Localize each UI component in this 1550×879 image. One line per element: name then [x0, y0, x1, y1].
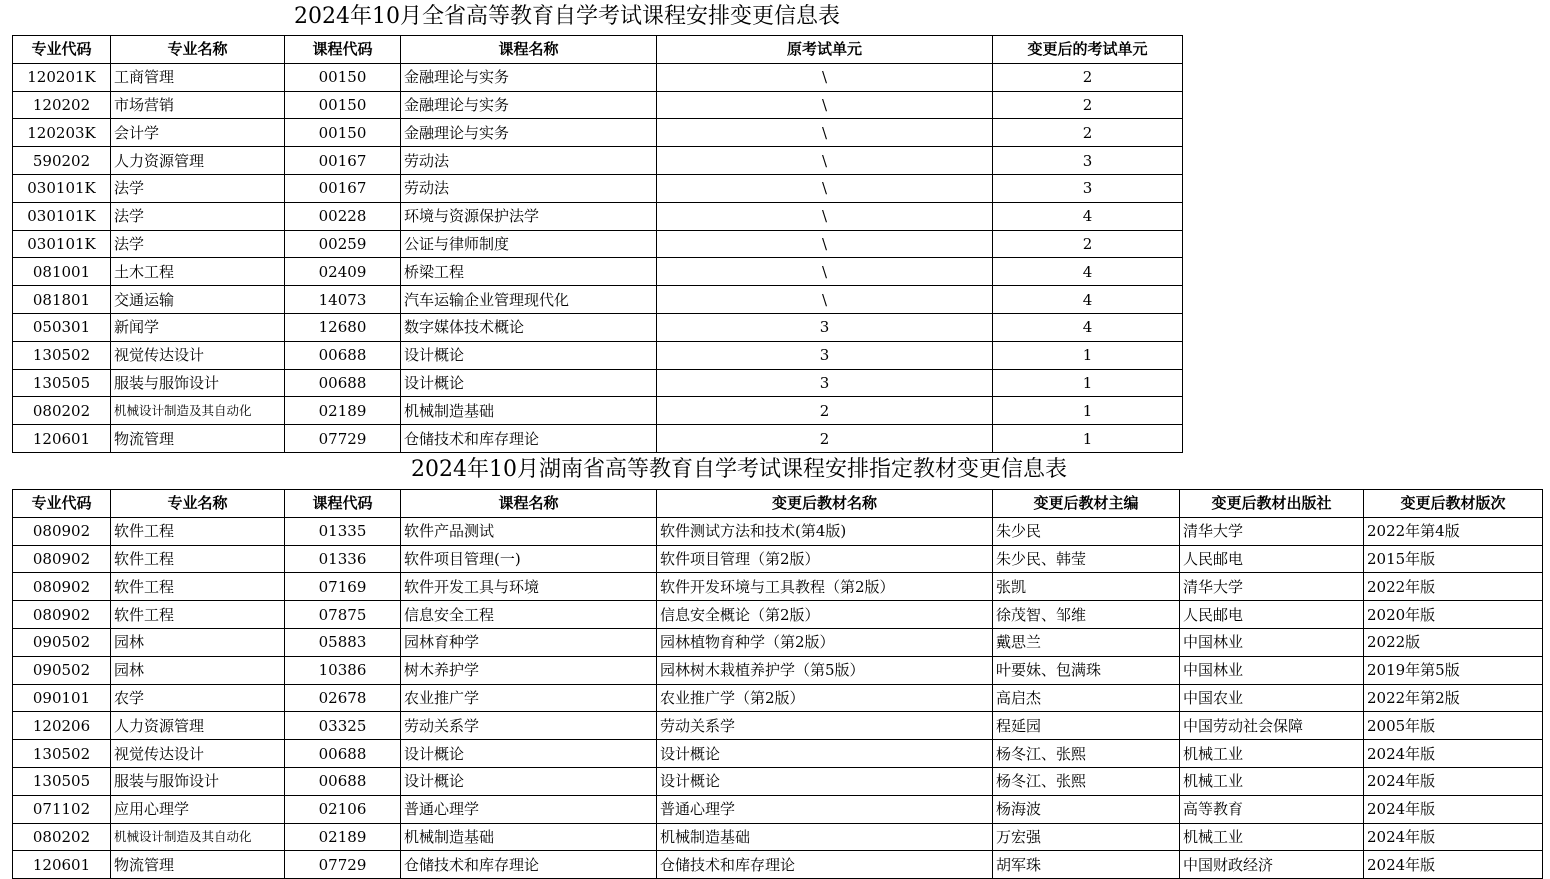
major-name-cell: 园林 — [111, 656, 285, 684]
major-name-cell: 会计学 — [111, 119, 285, 147]
changed-unit-cell: 3 — [993, 147, 1183, 175]
major-code-cell: 050301 — [13, 313, 111, 341]
major-code-cell: 071102 — [13, 795, 111, 823]
table-row — [13, 258, 1183, 286]
textbook-editor-cell: 徐茂智、邹维 — [993, 601, 1180, 629]
major-code-cell: 080902 — [13, 573, 111, 601]
changed-unit-cell: 1 — [993, 369, 1183, 397]
textbook-publisher-cell: 中国劳动社会保障 — [1180, 712, 1364, 740]
table-row — [13, 425, 1183, 453]
course-name-cell: 信息安全工程 — [401, 601, 657, 629]
changed-unit-cell: 4 — [993, 258, 1183, 286]
course-code-cell: 00688 — [285, 767, 401, 795]
textbook-editor-cell: 高启杰 — [993, 684, 1180, 712]
course-code-cell: 00167 — [285, 174, 401, 202]
header-textbook-name: 变更后教材名称 — [657, 490, 993, 518]
textbook-editor-cell: 胡军珠 — [993, 851, 1180, 879]
course-name-cell: 汽车运输企业管理现代化 — [401, 286, 657, 314]
course-code-cell: 07169 — [285, 573, 401, 601]
textbook-editor-cell: 杨冬江、张熙 — [993, 767, 1180, 795]
original-unit-cell: \ — [657, 91, 993, 119]
textbook-editor-cell: 朱少民 — [993, 517, 1180, 545]
changed-unit-cell: 4 — [993, 313, 1183, 341]
course-code-cell: 10386 — [285, 656, 401, 684]
major-code-cell: 081801 — [13, 286, 111, 314]
major-code-cell: 030101K — [13, 202, 111, 230]
major-name-cell: 人力资源管理 — [111, 712, 285, 740]
changed-unit-cell: 2 — [993, 91, 1183, 119]
major-name-cell: 交通运输 — [111, 286, 285, 314]
original-unit-cell: \ — [657, 230, 993, 258]
course-code-cell: 02678 — [285, 684, 401, 712]
major-name-cell: 服装与服饰设计 — [111, 369, 285, 397]
table-row — [13, 313, 1183, 341]
table-row — [13, 767, 1543, 795]
major-code-cell: 090101 — [13, 684, 111, 712]
table-row — [13, 341, 1183, 369]
course-code-cell: 05883 — [285, 628, 401, 656]
textbook-publisher-cell: 人民邮电 — [1180, 601, 1364, 629]
course-code-cell: 14073 — [285, 286, 401, 314]
textbook-publisher-cell: 机械工业 — [1180, 767, 1364, 795]
textbook-change-table — [12, 489, 1543, 879]
textbook-publisher-cell: 机械工业 — [1180, 740, 1364, 768]
major-name-cell: 软件工程 — [111, 573, 285, 601]
header-course-code: 课程代码 — [285, 36, 401, 64]
table-row — [13, 795, 1543, 823]
course-name-cell: 仓储技术和库存理论 — [401, 425, 657, 453]
changed-unit-cell: 1 — [993, 341, 1183, 369]
textbook-editor-cell: 戴思兰 — [993, 628, 1180, 656]
major-name-cell: 视觉传达设计 — [111, 740, 285, 768]
table-row — [13, 740, 1543, 768]
header-major-name: 专业名称 — [111, 36, 285, 64]
course-code-cell: 02189 — [285, 397, 401, 425]
major-code-cell: 130505 — [13, 369, 111, 397]
original-unit-cell: 3 — [657, 313, 993, 341]
changed-unit-cell: 1 — [993, 397, 1183, 425]
major-name-cell: 新闻学 — [111, 313, 285, 341]
course-name-cell: 树木养护学 — [401, 656, 657, 684]
changed-unit-cell: 2 — [993, 119, 1183, 147]
course-code-cell: 00150 — [285, 63, 401, 91]
textbook-publisher-cell: 清华大学 — [1180, 517, 1364, 545]
header-textbook-edition: 变更后教材版次 — [1364, 490, 1543, 518]
textbook-edition-cell: 2005年版 — [1364, 712, 1543, 740]
original-unit-cell: \ — [657, 202, 993, 230]
changed-unit-cell: 2 — [993, 63, 1183, 91]
original-unit-cell: \ — [657, 286, 993, 314]
header-original-unit: 原考试单元 — [657, 36, 993, 64]
textbook-publisher-cell: 人民邮电 — [1180, 545, 1364, 573]
table-row — [13, 230, 1183, 258]
major-name-cell: 服装与服饰设计 — [111, 767, 285, 795]
table-row — [13, 119, 1183, 147]
textbook-name-cell: 园林树木栽植养护学（第5版） — [657, 656, 993, 684]
course-name-cell: 劳动法 — [401, 147, 657, 175]
major-name-cell: 法学 — [111, 174, 285, 202]
course-code-cell: 07875 — [285, 601, 401, 629]
course-name-cell: 软件产品测试 — [401, 517, 657, 545]
textbook-editor-cell: 叶要妹、包满珠 — [993, 656, 1180, 684]
course-name-cell: 园林育种学 — [401, 628, 657, 656]
major-code-cell: 081001 — [13, 258, 111, 286]
original-unit-cell: 2 — [657, 425, 993, 453]
changed-unit-cell: 1 — [993, 425, 1183, 453]
textbook-publisher-cell: 高等教育 — [1180, 795, 1364, 823]
major-code-cell: 080202 — [13, 397, 111, 425]
major-name-cell: 园林 — [111, 628, 285, 656]
major-name-cell: 法学 — [111, 230, 285, 258]
changed-unit-cell: 2 — [993, 230, 1183, 258]
major-code-cell: 080902 — [13, 601, 111, 629]
major-name-cell: 土木工程 — [111, 258, 285, 286]
textbook-name-cell: 软件开发环境与工具教程（第2版） — [657, 573, 993, 601]
original-unit-cell: \ — [657, 63, 993, 91]
major-code-cell: 120206 — [13, 712, 111, 740]
major-name-cell: 应用心理学 — [111, 795, 285, 823]
original-unit-cell: \ — [657, 174, 993, 202]
course-name-cell: 公证与律师制度 — [401, 230, 657, 258]
original-unit-cell: 3 — [657, 341, 993, 369]
header-course-name: 课程名称 — [401, 36, 657, 64]
course-name-cell: 设计概论 — [401, 369, 657, 397]
course-code-cell: 02106 — [285, 795, 401, 823]
major-code-cell: 130505 — [13, 767, 111, 795]
course-name-cell: 劳动法 — [401, 174, 657, 202]
major-code-cell: 120202 — [13, 91, 111, 119]
major-code-cell: 090502 — [13, 656, 111, 684]
table-row — [13, 369, 1183, 397]
textbook-name-cell: 农业推广学（第2版） — [657, 684, 993, 712]
table-row — [13, 174, 1183, 202]
course-code-cell: 01336 — [285, 545, 401, 573]
textbook-publisher-cell: 中国农业 — [1180, 684, 1364, 712]
changed-unit-cell: 3 — [993, 174, 1183, 202]
course-name-cell: 机械制造基础 — [401, 397, 657, 425]
table-row — [13, 517, 1543, 545]
major-code-cell: 120201K — [13, 63, 111, 91]
course-schedule-change-table — [12, 35, 1183, 453]
textbook-name-cell: 设计概论 — [657, 767, 993, 795]
changed-unit-cell: 4 — [993, 286, 1183, 314]
course-code-cell: 07729 — [285, 425, 401, 453]
textbook-publisher-cell: 机械工业 — [1180, 823, 1364, 851]
textbook-edition-cell: 2019年第5版 — [1364, 656, 1543, 684]
original-unit-cell: 3 — [657, 369, 993, 397]
textbook-publisher-cell: 中国林业 — [1180, 628, 1364, 656]
table-row — [13, 286, 1183, 314]
course-name-cell: 设计概论 — [401, 740, 657, 768]
textbook-name-cell: 机械制造基础 — [657, 823, 993, 851]
course-name-cell: 数字媒体技术概论 — [401, 313, 657, 341]
major-name-cell: 工商管理 — [111, 63, 285, 91]
changed-unit-cell: 4 — [993, 202, 1183, 230]
major-name-cell: 机械设计制造及其自动化 — [111, 397, 285, 425]
major-code-cell: 120601 — [13, 425, 111, 453]
table2-header-row — [13, 490, 1543, 518]
major-code-cell: 590202 — [13, 147, 111, 175]
textbook-name-cell: 信息安全概论（第2版） — [657, 601, 993, 629]
course-code-cell: 03325 — [285, 712, 401, 740]
header-major-code: 专业代码 — [13, 490, 111, 518]
textbook-edition-cell: 2024年版 — [1364, 740, 1543, 768]
textbook-edition-cell: 2022年第4版 — [1364, 517, 1543, 545]
major-code-cell: 130502 — [13, 341, 111, 369]
header-course-code: 课程代码 — [285, 490, 401, 518]
table-row — [13, 684, 1543, 712]
textbook-edition-cell: 2022年版 — [1364, 573, 1543, 601]
course-name-cell: 劳动关系学 — [401, 712, 657, 740]
major-code-cell: 030101K — [13, 230, 111, 258]
course-name-cell: 软件开发工具与环境 — [401, 573, 657, 601]
table-row — [13, 397, 1183, 425]
major-code-cell: 030101K — [13, 174, 111, 202]
textbook-editor-cell: 张凯 — [993, 573, 1180, 601]
textbook-edition-cell: 2022年第2版 — [1364, 684, 1543, 712]
course-code-cell: 00167 — [285, 147, 401, 175]
major-name-cell: 人力资源管理 — [111, 147, 285, 175]
textbook-edition-cell: 2024年版 — [1364, 823, 1543, 851]
original-unit-cell: 2 — [657, 397, 993, 425]
textbook-name-cell: 园林植物育种学（第2版） — [657, 628, 993, 656]
course-name-cell: 仓储技术和库存理论 — [401, 851, 657, 879]
table-row — [13, 63, 1183, 91]
table2-title: 2024年10月湖南省高等教育自学考试课程安排指定教材变更信息表 — [411, 457, 1067, 482]
header-textbook-editor: 变更后教材主编 — [993, 490, 1180, 518]
course-name-cell: 设计概论 — [401, 767, 657, 795]
course-name-cell: 金融理论与实务 — [401, 91, 657, 119]
major-name-cell: 软件工程 — [111, 601, 285, 629]
course-code-cell: 00150 — [285, 91, 401, 119]
table-row — [13, 712, 1543, 740]
textbook-editor-cell: 程延园 — [993, 712, 1180, 740]
table-row — [13, 91, 1183, 119]
major-name-cell: 软件工程 — [111, 545, 285, 573]
table-row — [13, 573, 1543, 601]
major-code-cell: 120601 — [13, 851, 111, 879]
course-code-cell: 00688 — [285, 341, 401, 369]
textbook-edition-cell: 2015年版 — [1364, 545, 1543, 573]
major-name-cell: 软件工程 — [111, 517, 285, 545]
original-unit-cell: \ — [657, 147, 993, 175]
major-name-cell: 机械设计制造及其自动化 — [111, 823, 285, 851]
textbook-name-cell: 软件项目管理（第2版） — [657, 545, 993, 573]
table1-title: 2024年10月全省高等教育自学考试课程安排变更信息表 — [294, 4, 840, 29]
course-code-cell: 00150 — [285, 119, 401, 147]
table-row — [13, 656, 1543, 684]
header-major-code: 专业代码 — [13, 36, 111, 64]
textbook-publisher-cell: 清华大学 — [1180, 573, 1364, 601]
textbook-publisher-cell: 中国财政经济 — [1180, 851, 1364, 879]
course-name-cell: 环境与资源保护法学 — [401, 202, 657, 230]
textbook-editor-cell: 杨海波 — [993, 795, 1180, 823]
table-row — [13, 202, 1183, 230]
course-code-cell: 02409 — [285, 258, 401, 286]
textbook-edition-cell: 2020年版 — [1364, 601, 1543, 629]
original-unit-cell: \ — [657, 119, 993, 147]
major-name-cell: 法学 — [111, 202, 285, 230]
table-row — [13, 823, 1543, 851]
textbook-edition-cell: 2024年版 — [1364, 795, 1543, 823]
course-name-cell: 农业推广学 — [401, 684, 657, 712]
major-code-cell: 080202 — [13, 823, 111, 851]
major-name-cell: 视觉传达设计 — [111, 341, 285, 369]
textbook-name-cell: 软件测试方法和技术(第4版) — [657, 517, 993, 545]
table-row — [13, 147, 1183, 175]
header-changed-unit: 变更后的考试单元 — [993, 36, 1183, 64]
textbook-name-cell: 普通心理学 — [657, 795, 993, 823]
textbook-name-cell: 劳动关系学 — [657, 712, 993, 740]
course-code-cell: 00688 — [285, 740, 401, 768]
course-code-cell: 02189 — [285, 823, 401, 851]
major-name-cell: 物流管理 — [111, 851, 285, 879]
major-name-cell: 物流管理 — [111, 425, 285, 453]
textbook-editor-cell: 朱少民、韩莹 — [993, 545, 1180, 573]
textbook-name-cell: 仓储技术和库存理论 — [657, 851, 993, 879]
course-name-cell: 设计概论 — [401, 341, 657, 369]
textbook-editor-cell: 杨冬江、张熙 — [993, 740, 1180, 768]
major-name-cell: 市场营销 — [111, 91, 285, 119]
textbook-publisher-cell: 中国林业 — [1180, 656, 1364, 684]
table1-header-row — [13, 36, 1183, 64]
course-code-cell: 07729 — [285, 851, 401, 879]
header-textbook-publisher: 变更后教材出版社 — [1180, 490, 1364, 518]
major-code-cell: 090502 — [13, 628, 111, 656]
course-code-cell: 00259 — [285, 230, 401, 258]
course-name-cell: 金融理论与实务 — [401, 63, 657, 91]
course-name-cell: 桥梁工程 — [401, 258, 657, 286]
major-code-cell: 130502 — [13, 740, 111, 768]
major-code-cell: 120203K — [13, 119, 111, 147]
textbook-name-cell: 设计概论 — [657, 740, 993, 768]
table-row — [13, 545, 1543, 573]
course-name-cell: 普通心理学 — [401, 795, 657, 823]
major-code-cell: 080902 — [13, 517, 111, 545]
original-unit-cell: \ — [657, 258, 993, 286]
table-row — [13, 851, 1543, 879]
header-major-name: 专业名称 — [111, 490, 285, 518]
course-code-cell: 00688 — [285, 369, 401, 397]
textbook-edition-cell: 2022版 — [1364, 628, 1543, 656]
course-name-cell: 软件项目管理(一) — [401, 545, 657, 573]
major-name-cell: 农学 — [111, 684, 285, 712]
course-code-cell: 12680 — [285, 313, 401, 341]
major-code-cell: 080902 — [13, 545, 111, 573]
course-code-cell: 01335 — [285, 517, 401, 545]
course-name-cell: 机械制造基础 — [401, 823, 657, 851]
table-row — [13, 628, 1543, 656]
header-course-name: 课程名称 — [401, 490, 657, 518]
textbook-edition-cell: 2024年版 — [1364, 767, 1543, 795]
textbook-editor-cell: 万宏强 — [993, 823, 1180, 851]
table-row — [13, 601, 1543, 629]
course-name-cell: 金融理论与实务 — [401, 119, 657, 147]
course-code-cell: 00228 — [285, 202, 401, 230]
textbook-edition-cell: 2024年版 — [1364, 851, 1543, 879]
